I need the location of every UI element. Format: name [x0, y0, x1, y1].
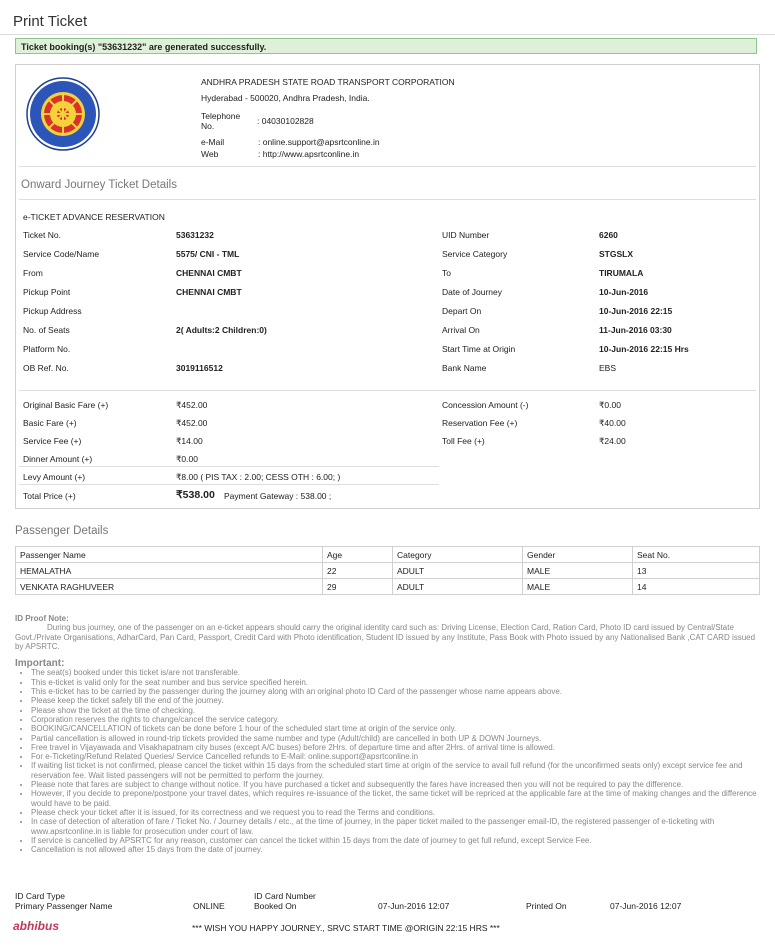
table-cell: ADULT	[393, 579, 523, 595]
printed-on-label: Printed On	[526, 901, 567, 911]
detail-label: Service Category	[442, 249, 508, 259]
total-value: ₹538.00	[176, 489, 215, 501]
detail-value: 11-Jun-2016 03:30	[599, 325, 672, 335]
divider	[19, 466, 439, 467]
column-header: Seat No.	[633, 547, 760, 563]
page-header	[0, 0, 775, 34]
web-value: : http://www.apsrtconline.in	[258, 149, 360, 159]
telephone-row	[201, 111, 455, 131]
divider	[19, 199, 756, 200]
abhibus-logo	[13, 919, 59, 933]
list-item: • For e-Ticketing/Refund Related Queries/ Service Cancelled refunds to E-Mail: online.support@apsrtconline.in	[31, 752, 760, 761]
apsrtc-logo-icon	[26, 77, 100, 151]
corporation-address: Hyderabad - 500020, Andhra Pradesh, India.	[201, 93, 370, 103]
detail-value: STGSLX	[599, 249, 634, 259]
list-item: • Please keep the ticket safely till the end of the journey.	[31, 696, 760, 705]
telephone-value: : 04030102828	[257, 116, 314, 126]
detail-value: CHENNAI CMBT	[176, 287, 242, 297]
telephone-label: Telephone No.	[201, 111, 241, 131]
detail-value: 3019116512	[176, 363, 223, 373]
detail-label: No. of Seats	[23, 325, 70, 335]
fare-value: ₹24.00	[599, 436, 626, 446]
email-value: : online.support@apsrtconline.in	[258, 137, 380, 147]
detail-value: EBS	[599, 363, 617, 373]
total-label: Total Price (+)	[23, 491, 76, 501]
detail-value: 53631232	[176, 230, 214, 240]
email-label: e-Mail	[201, 137, 225, 147]
detail-label: Arrival On	[442, 325, 480, 335]
ticket-type: e-TICKET ADVANCE RESERVATION	[23, 212, 165, 222]
list-item: • Please show the ticket at the time of checking.	[31, 706, 760, 715]
divider	[19, 390, 756, 391]
wish-message: *** WISH YOU HAPPY JOURNEY., SRVC START TIME @ORIGIN 22:15 HRS ***	[192, 923, 500, 933]
table-cell: 13	[633, 563, 760, 579]
detail-value: 10-Jun-2016 22:15	[599, 306, 673, 316]
list-item: • Please note that fares are subject to change without notice. If you have purchased a ticket and subsequently the fares have increased then you will not be required to pay the difference.	[31, 780, 760, 789]
detail-value: CHENNAI CMBT	[176, 268, 242, 278]
detail-label: Pickup Point	[23, 287, 71, 297]
fare-value: ₹40.00	[599, 418, 626, 428]
detail-label: From	[23, 268, 43, 278]
detail-label: Ticket No.	[23, 230, 61, 240]
detail-value: 6260	[599, 230, 618, 240]
list-item: • In case of detection of alteration of fare / Ticket No. / Journey details / etc., at the time of journey, in the paper ticket mailed to the passenger email-ID, the registered passenger of e-ticketing with www.apsrtconline.in is liable for prosecution under court of law.	[31, 817, 760, 836]
ticket-card	[15, 64, 760, 509]
web-label: Web	[201, 149, 219, 159]
divider	[19, 166, 756, 167]
fare-label: Reservation Fee (+)	[442, 418, 518, 428]
list-item: • BOOKING/CANCELLATION of tickets can be done before 1 hour of the scheduled start time at origin of the service only.	[31, 724, 760, 733]
table-cell: 29	[323, 579, 393, 595]
fare-label: Original Basic Fare (+)	[23, 400, 109, 410]
fare-value: ₹0.00	[176, 454, 198, 464]
table-cell: VENKATA RAGHUVEER	[16, 579, 323, 595]
fare-value: ₹14.00	[176, 436, 203, 446]
detail-value: 2( Adults:2 Children:0)	[176, 325, 267, 335]
column-header: Age	[323, 547, 393, 563]
table-cell: 14	[633, 579, 760, 595]
header-divider	[0, 34, 775, 35]
detail-value: 10-Jun-2016 22:15 Hrs	[599, 344, 689, 354]
list-item: • Partial cancellation is allowed in round-trip tickets provided the same number and type (Adult/child) are cancelled in both UP & DOWN Journeys.	[31, 734, 760, 743]
fare-label: Toll Fee (+)	[442, 436, 485, 446]
detail-label: Service Code/Name	[23, 249, 100, 259]
fare-label: Concession Amount (-)	[442, 400, 529, 410]
list-item: • This e-ticket is valid only for the seat number and bus service specified herein.	[31, 678, 760, 687]
important-list	[15, 668, 760, 854]
id-card-number-label: ID Card Number	[254, 891, 316, 901]
notes-section	[15, 614, 760, 854]
list-item: • Cancellation is not allowed after 15 days from the date of journey.	[31, 845, 760, 854]
fare-value: ₹0.00	[599, 400, 621, 410]
list-item: • This e-ticket has to be carried by the passenger during the journey along with an original photo ID Card of the passenger whose name appears above.	[31, 687, 760, 696]
fare-value: ₹8.00 ( PIS TAX : 2.00; CESS OTH : 6.00; )	[176, 472, 341, 482]
fare-value: ₹452.00	[176, 400, 208, 410]
detail-value: 5575/ CNI - TML	[176, 249, 240, 259]
id-proof-text: During bus journey, one of the passenger on an e-ticket appears should carry the original identity card such as: Driving License, Election Card, Ration Card, Photo ID card issued by Central/State Govt./Private Organisations, AdharCard, Pan Card, Passport, Credit Card with Photo identification, Student ID issued by any Institute, Pass Book with Photo issued by any Nationalised Bank ,CAT CARD issued by APSRTC.	[15, 623, 756, 651]
web-row	[201, 148, 455, 160]
detail-label: OB Ref. No.	[23, 363, 69, 373]
list-item: • Corporation reserves the rights to change/cancel the service category.	[31, 715, 760, 724]
printed-on-value: 07-Jun-2016 12:07	[610, 901, 682, 911]
detail-label: Bank Name	[442, 363, 487, 373]
onward-title: Onward Journey Ticket Details	[21, 179, 177, 191]
column-header: Gender	[523, 547, 633, 563]
list-item: • If service is cancelled by APSRTC for any reason, customer can cancel the ticket within 15 days from the date of journey to get full refund, except Service Fee.	[31, 836, 760, 845]
corporation-info	[201, 76, 455, 160]
fare-label: Service Fee (+)	[23, 436, 82, 446]
important-title: Important:	[15, 658, 65, 670]
list-item: • Please check your ticket after it is issued, for its correctness and we request you to read the Terms and conditions.	[31, 808, 760, 817]
table-row	[16, 563, 760, 579]
divider	[19, 484, 439, 485]
table-header-row	[16, 547, 760, 563]
detail-value: TIRUMALA	[599, 268, 644, 278]
table-cell: MALE	[523, 563, 633, 579]
corporation-name: ANDHRA PRADESH STATE ROAD TRANSPORT CORPORATION	[201, 77, 455, 87]
table-cell: HEMALATHA	[16, 563, 323, 579]
list-item: • Free travel in Vijayawada and Visakhapatnam city buses (except A/C buses) before 2Hrs. of departure time and after 2Hrs. of arrival time is allowed.	[31, 743, 760, 752]
column-header: Passenger Name	[16, 547, 323, 563]
booked-on-value: 07-Jun-2016 12:07	[378, 901, 450, 911]
detail-label: Pickup Address	[23, 306, 82, 316]
detail-label: To	[442, 268, 451, 278]
abhibus-logo-text: abhibus	[13, 919, 60, 933]
list-item: • However, if you decide to prepone/postpone your travel dates, which requires re-issuance of the ticket, the same ticket will be repriced at the applicable fare at the time of making changes and the difference would have to be paid.	[31, 789, 760, 808]
detail-label: Start Time at Origin	[442, 344, 516, 354]
fare-label: Basic Fare (+)	[23, 418, 77, 428]
detail-value: 10-Jun-2016	[599, 287, 649, 297]
detail-label: UID Number	[442, 230, 490, 240]
email-row	[201, 136, 455, 148]
id-proof-title: ID Proof Note:	[15, 614, 69, 623]
payment-gateway: Payment Gateway : 538.00 ;	[224, 491, 332, 501]
passenger-table	[15, 546, 760, 595]
booked-on-label: Booked On	[254, 901, 297, 911]
column-header: Category	[393, 547, 523, 563]
detail-label: Date of Journey	[442, 287, 503, 297]
list-item: • The seat(s) booked under this ticket is/are not transferable.	[31, 668, 760, 677]
page-title: Print Ticket	[13, 13, 88, 30]
fare-label: Dinner Amount (+)	[23, 454, 93, 464]
success-alert: Ticket booking(s) "53631232" are generated successfully.	[15, 38, 757, 54]
list-item: • If waiting list ticket is not confirmed, please cancel the ticket within 15 days from the scheduled start time at origin of the service to avail full refund (for the unconfirmed seats only) except service fee and reservation fee. Wait listed passengers will not be permitted to perform the journey.	[31, 761, 760, 780]
fare-label: Levy Amount (+)	[23, 472, 86, 482]
table-cell: 22	[323, 563, 393, 579]
passenger-details-title: Passenger Details	[15, 525, 109, 537]
detail-label: Depart On	[442, 306, 482, 316]
fare-value: ₹452.00	[176, 418, 208, 428]
table-cell: MALE	[523, 579, 633, 595]
table-row	[16, 579, 760, 595]
primary-passenger-label: Primary Passenger Name	[15, 901, 113, 911]
detail-label: Platform No.	[23, 344, 71, 354]
booking-channel: ONLINE	[193, 901, 225, 911]
id-card-type-label: ID Card Type	[15, 891, 65, 901]
table-cell: ADULT	[393, 563, 523, 579]
